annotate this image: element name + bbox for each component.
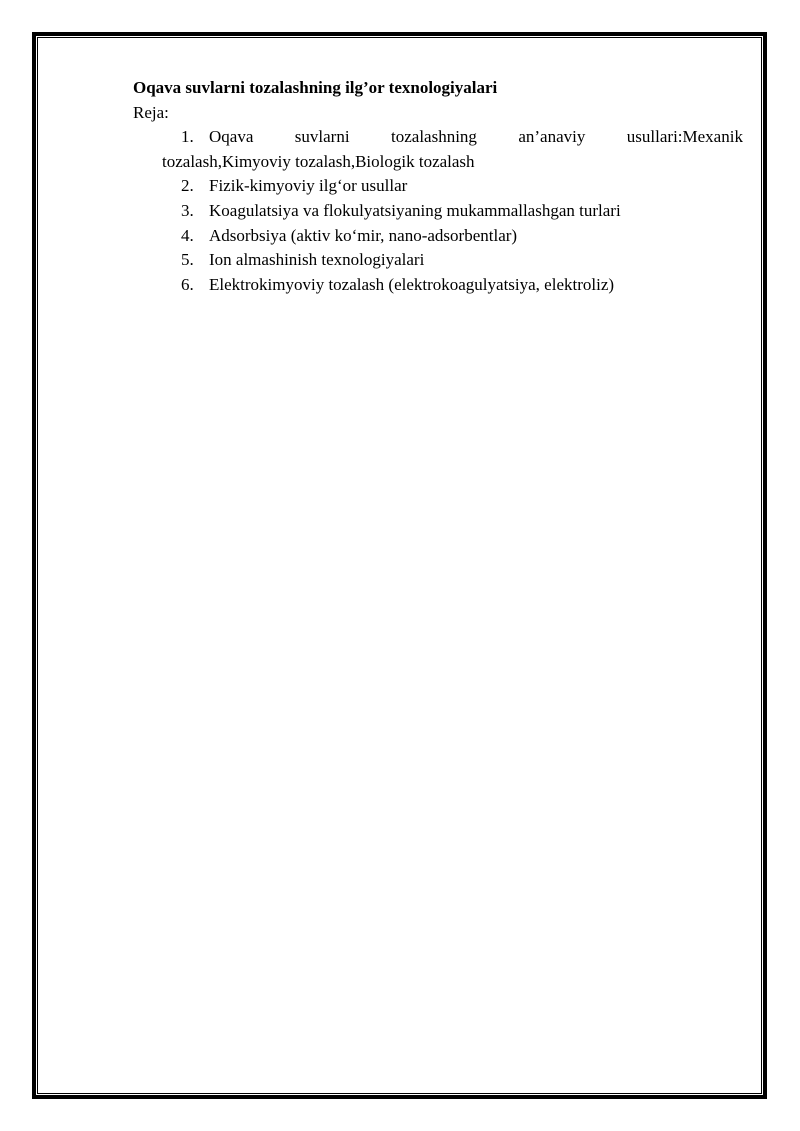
plan-item-text: Elektrokimyoviy tozalash (elektrokoagulyatsiya, elektroliz) <box>209 274 615 294</box>
plan-item-3 <box>133 199 743 224</box>
plan-item-5 <box>133 248 743 273</box>
plan-item-1 <box>133 125 743 174</box>
plan-item-1-line-1 <box>133 125 743 150</box>
plan-item-number: 6. <box>181 274 194 294</box>
plan-list <box>133 125 743 297</box>
plan-item-number: 5. <box>181 250 194 270</box>
plan-item-6 <box>133 273 743 298</box>
plan-item-4 <box>133 224 743 249</box>
plan-item-word: Oqava <box>209 127 254 147</box>
plan-item-word: an’anaviy <box>518 127 586 147</box>
plan-item-text: Koagulatsiya va flokulyatsiyaning mukammallashgan turlari <box>209 200 621 220</box>
plan-label: Reja: <box>133 102 169 122</box>
plan-item-text: Ion almashinish texnologiyalari <box>209 250 425 270</box>
plan-item-word: usullari:Mexanik <box>626 127 743 147</box>
plan-item-text: Fizik-kimyoviy ilg‘or usullar <box>209 176 408 196</box>
document-body <box>133 76 743 297</box>
plan-item-text: Adsorbsiya (aktiv ko‘mir, nano-adsorbentlar) <box>209 225 518 245</box>
plan-item-number: 3. <box>181 200 194 220</box>
document-title: Oqava suvlarni tozalashning ilg’or texnologiyalari <box>133 78 498 97</box>
plan-item-number: 2. <box>181 176 194 196</box>
plan-item-number: 1. <box>181 127 194 147</box>
plan-item-2 <box>133 174 743 199</box>
plan-item-1-line-2: tozalash,Kimyoviy tozalash,Biologik tozalash <box>162 151 475 171</box>
plan-item-number: 4. <box>181 225 194 245</box>
plan-item-word: suvlarni <box>294 127 350 147</box>
plan-item-word: tozalashning <box>391 127 477 147</box>
